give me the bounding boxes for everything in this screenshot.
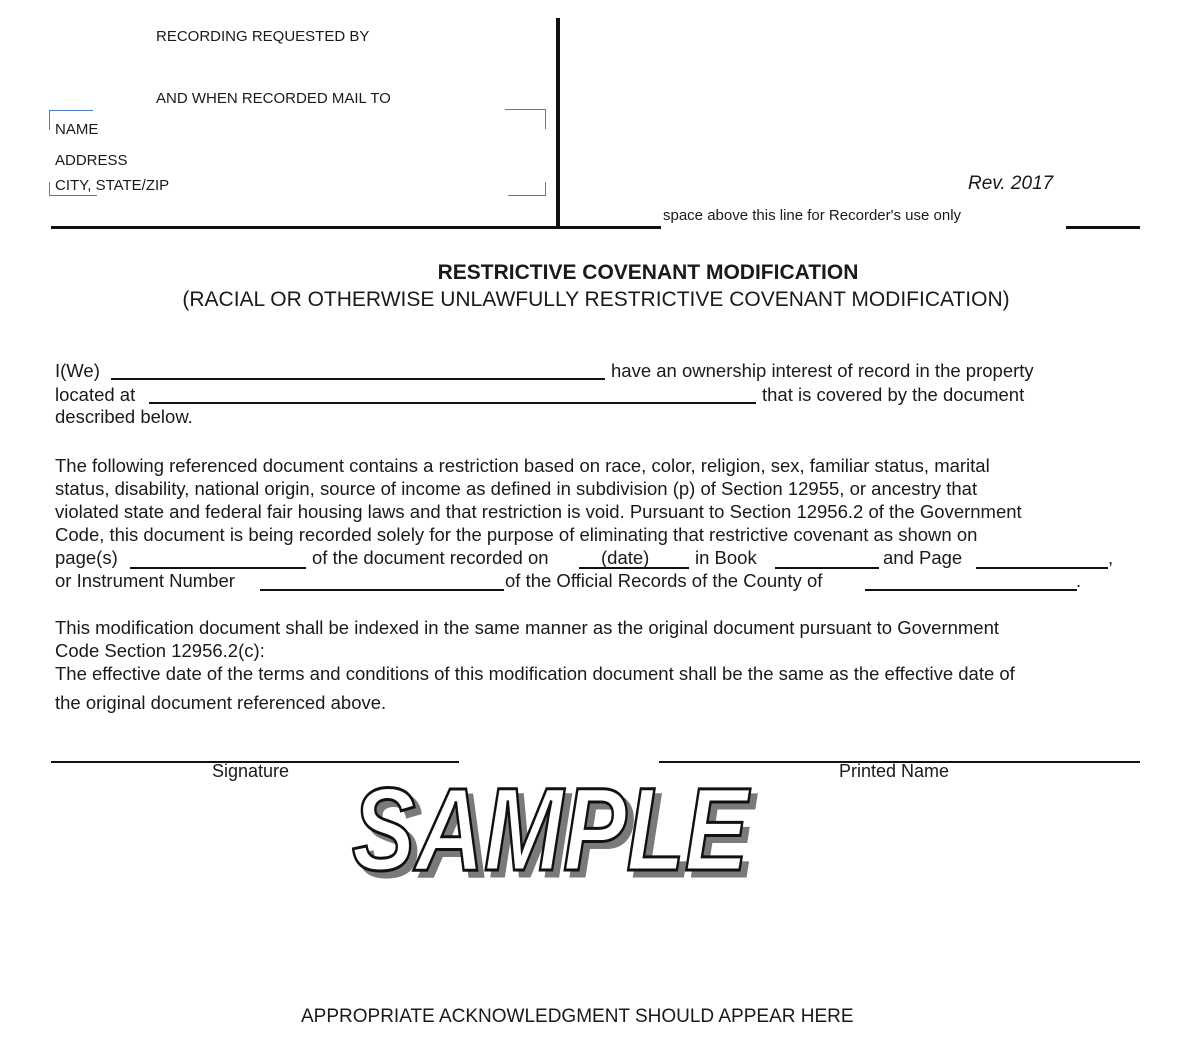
address-box-corner-bottom-right [508,182,546,196]
owner-prefix: I(We) [55,360,100,381]
in-book-text: in Book [695,547,757,568]
recorder-use-note: space above this line for Recorder's use only [663,207,962,224]
address-field-label: ADDRESS [55,152,128,169]
official-records-text: of the Official Records of the County of [505,570,823,591]
sample-watermark-shadow: SAMPLE [358,770,757,893]
restriction-line-4: Code, this document is being recorded solely for the purpose of eliminating that restrictive covenant as shown on [55,524,978,545]
described-below-text: described below. [55,406,193,427]
recorded-on-text: of the document recorded on [312,547,549,568]
recorder-line-right [1066,226,1140,229]
when-recorded-mail-to-label: AND WHEN RECORDED MAIL TO [156,90,391,107]
instrument-number-blank[interactable] [260,589,504,591]
located-suffix: that is covered by the document [762,384,1025,405]
address-box-corner-top-right [505,109,546,129]
located-prefix: located at [55,384,136,405]
printed-name-label: Printed Name [839,761,950,781]
document-subtitle: (RACIAL OR OTHERWISE UNLAWFULLY RESTRICTIVE COVENANT MODIFICATION) [182,288,1010,311]
owner-suffix: have an ownership interest of record in the property [611,360,1034,381]
property-location-blank[interactable] [149,402,756,404]
county-period: . [1076,570,1082,591]
city-state-zip-field-label: CITY, STATE/ZIP [55,177,170,194]
recorder-area-divider [556,18,560,229]
effective-date-line-1: The effective date of the terms and conditions of this modification document shall be the same as the effective date of [55,663,1015,684]
sample-watermark-text: SAMPLE [352,768,751,893]
page-number-blank[interactable] [976,567,1108,569]
instrument-prefix: or Instrument Number [55,570,235,591]
restriction-line-2: status, disability, national origin, source of income as defined in subdivision (p) of Section 12955, or ancestry that [55,478,978,499]
sample-watermark [340,768,770,893]
effective-date-line-2: the original document referenced above. [55,692,387,713]
and-page-text: and Page [883,547,963,568]
acknowledgment-text: APPROPRIATE ACKNOWLEDGMENT SHOULD APPEAR HERE [301,1006,854,1027]
page-comma: , [1108,547,1114,568]
date-placeholder: (date) [601,547,650,568]
restriction-line-3: violated state and federal fair housing laws and that restriction is void. Pursuant to Section 12956.2 of the Government [55,501,1022,522]
revision-label: Rev. 2017 [968,173,1054,194]
index-line-2: Code Section 12956.2(c): [55,640,265,661]
recorder-line-left [51,226,661,229]
owner-name-blank[interactable] [111,378,605,380]
signature-label: Signature [212,761,290,781]
county-blank[interactable] [865,589,1077,591]
restriction-line-1: The following referenced document contains a restriction based on race, color, religion, sex, familiar status, marital [55,455,990,476]
document-title: RESTRICTIVE COVENANT MODIFICATION [437,261,859,284]
pages-prefix: page(s) [55,547,118,568]
index-line-1: This modification document shall be indexed in the same manner as the original document pursuant to Government [55,617,1000,638]
recording-requested-by-label: RECORDING REQUESTED BY [156,28,370,45]
name-field-label: NAME [55,121,99,138]
